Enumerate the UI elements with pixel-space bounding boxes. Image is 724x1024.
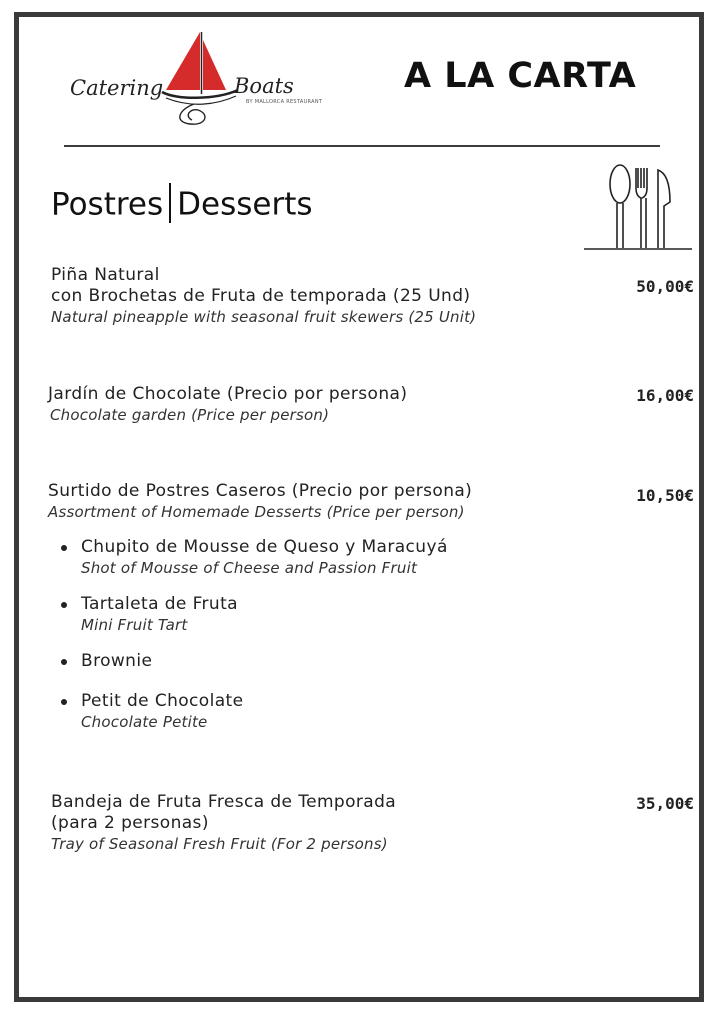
subitem-translation: Shot of Mousse of Cheese and Passion Fruit <box>81 559 418 577</box>
section-title-en: Desserts <box>177 186 313 223</box>
menu-item <box>51 265 476 327</box>
item-name-line: Bandeja de Fruta Fresca de Temporada <box>51 792 397 812</box>
catering-boats-logo <box>66 30 323 130</box>
list-item <box>61 691 448 732</box>
header-divider <box>64 145 660 147</box>
subitem-name: Chupito de Mousse de Queso y Maracuyá <box>81 537 448 557</box>
item-name-line: con Brochetas de Fruta de temporada (25 Und) <box>51 286 471 306</box>
list-item <box>61 537 448 578</box>
item-name-line: (para 2 personas) <box>51 813 209 833</box>
logo-word-catering: Catering <box>70 76 164 100</box>
item-name-line: Surtido de Postres Caseros (Precio por persona) <box>48 481 473 501</box>
item-price: 50,00€ <box>636 277 694 296</box>
menu-item <box>51 792 396 854</box>
item-translation: Natural pineapple with seasonal fruit skewers (25 Unit) <box>51 308 477 326</box>
title-separator <box>169 183 171 223</box>
subitem-list <box>61 537 448 732</box>
bullet-icon <box>61 659 67 665</box>
logo-word-boats: Boats <box>234 74 294 98</box>
page-title: A LA CARTA <box>404 56 637 96</box>
item-name-line: Jardín de Chocolate (Precio por persona) <box>48 384 408 404</box>
cutlery-icon <box>582 162 694 252</box>
section-title-es: Postres <box>51 186 164 223</box>
list-item <box>61 594 448 635</box>
subitem-name: Brownie <box>81 651 153 671</box>
bullet-icon <box>61 699 67 705</box>
subitem-name: Petit de Chocolate <box>81 691 244 711</box>
bullet-icon <box>61 545 67 551</box>
section-title <box>51 186 313 226</box>
item-price: 16,00€ <box>636 386 694 405</box>
item-translation: Tray of Seasonal Fresh Fruit (For 2 persons) <box>51 835 388 853</box>
subitem-name: Tartaleta de Fruta <box>81 594 238 614</box>
subitem-translation: Chocolate Petite <box>81 713 208 731</box>
item-price: 10,50€ <box>636 486 694 505</box>
logo-tagline: BY MALLORCA RESTAURANT <box>246 99 323 105</box>
list-item <box>61 651 448 672</box>
menu-item <box>48 481 472 522</box>
item-translation: Chocolate garden (Price per person) <box>50 406 330 424</box>
item-price: 35,00€ <box>636 794 694 813</box>
menu-item <box>48 384 407 425</box>
subitem-translation: Mini Fruit Tart <box>81 616 188 634</box>
item-name-line: Piña Natural <box>51 265 160 285</box>
bullet-icon <box>61 602 67 608</box>
item-translation: Assortment of Homemade Desserts (Price per person) <box>48 503 465 521</box>
